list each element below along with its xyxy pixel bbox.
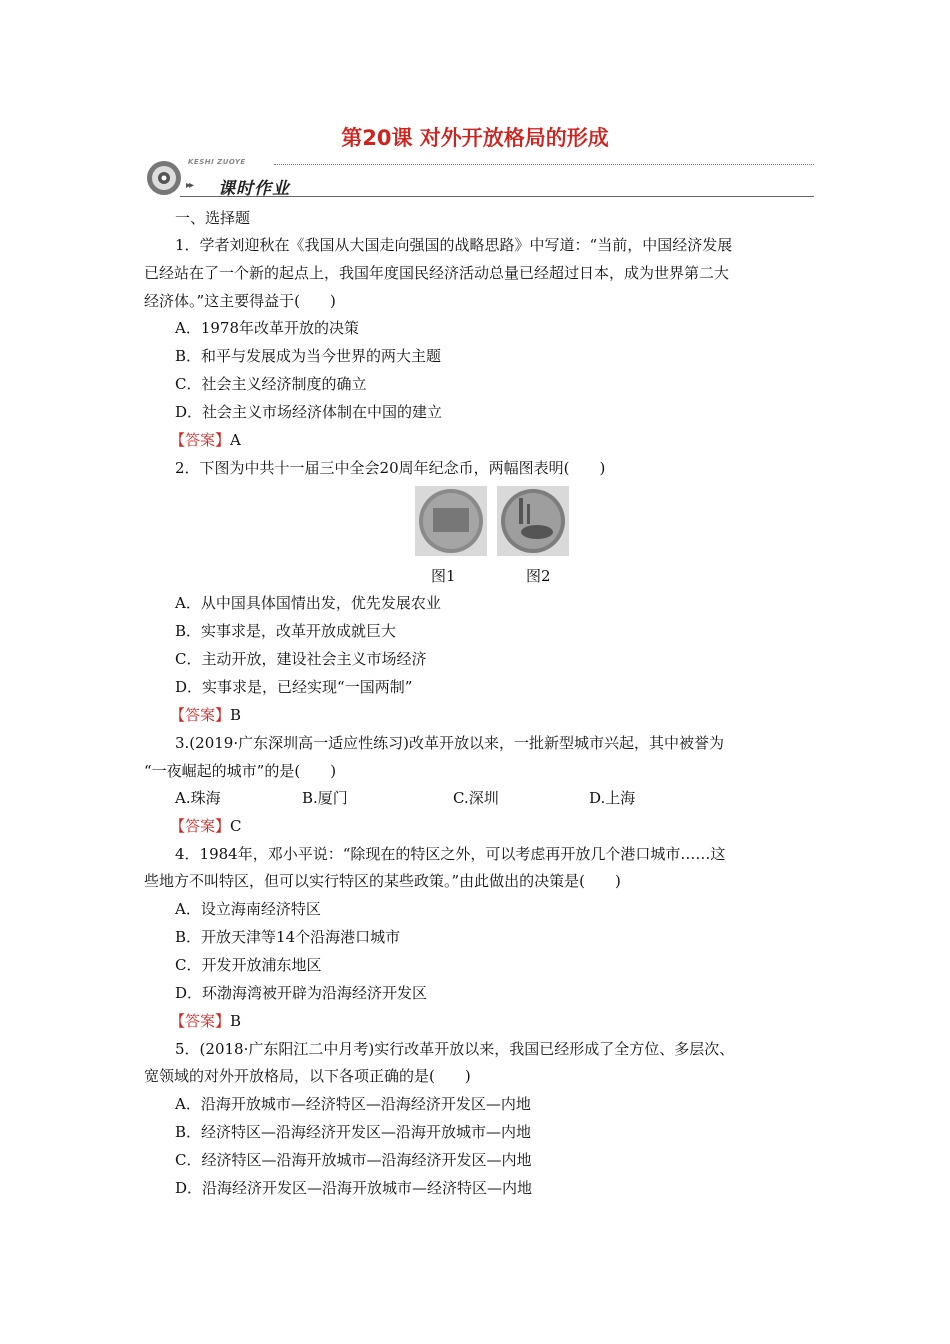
q4-answer-value: B bbox=[230, 1012, 242, 1030]
q2-option-d: D．实事求是，已经实现“一国两制” bbox=[175, 678, 413, 696]
section-banner bbox=[144, 158, 814, 198]
q4-option-a: A．设立海南经济特区 bbox=[175, 900, 321, 918]
q2-option-c: C．主动开放，建设社会主义市场经济 bbox=[175, 650, 427, 668]
coin-figures bbox=[415, 486, 571, 556]
fig1-caption: 图1 bbox=[431, 567, 456, 585]
gear-icon bbox=[144, 158, 188, 198]
q5-option-d: D．沿海经济开发区—沿海开放城市—经济特区—内地 bbox=[175, 1179, 533, 1197]
q3-option-d: D.上海 bbox=[589, 789, 636, 807]
coin-image-1 bbox=[415, 486, 487, 556]
q5-option-b: B．经济特区—沿海经济开发区—沿海开放城市—内地 bbox=[175, 1123, 532, 1141]
answer-tag: 【答案】 bbox=[170, 817, 231, 835]
fig2-caption: 图2 bbox=[526, 567, 551, 585]
q3-answer-value: C bbox=[230, 817, 242, 835]
q1-option-b: B．和平与发展成为当今世界的两大主题 bbox=[175, 347, 442, 365]
q5-line1: 5．(2018·广东阳江二中月考)实行改革开放以来，我国已经形成了全方位、多层次、 bbox=[175, 1040, 735, 1058]
q4-option-c: C．开发开放浦东地区 bbox=[175, 956, 322, 974]
q5-option-c: C．经济特区—沿海开放城市—沿海经济开发区—内地 bbox=[175, 1151, 532, 1169]
q5-option-a: A．沿海开放城市—经济特区—沿海经济开发区—内地 bbox=[175, 1095, 531, 1113]
q3-line2: “一夜崛起的城市”的是( ) bbox=[144, 762, 337, 780]
banner-kicker: KESHI ZUOYE bbox=[188, 158, 246, 166]
q2-option-b: B．实事求是，改革开放成就巨大 bbox=[175, 622, 397, 640]
arrow-icon: ▸▸ bbox=[186, 180, 193, 191]
q3-line1: 3.(2019·广东深圳高一适应性练习)改革开放以来，一批新型城市兴起，其中被誉为 bbox=[175, 734, 724, 752]
q4-option-d: D．环渤海湾被开辟为沿海经济开发区 bbox=[175, 984, 428, 1002]
q1-option-c: C．社会主义经济制度的确立 bbox=[175, 375, 367, 393]
page-title: 第20课 对外开放格局的形成 bbox=[341, 126, 609, 150]
q4-answer bbox=[170, 1011, 241, 1031]
q4-line2: 些地方不叫特区，但可以实行特区的某些政策。”由此做出的决策是( ) bbox=[144, 872, 621, 890]
q2-option-a: A．从中国具体国情出发，优先发展农业 bbox=[175, 594, 441, 612]
q4-line1: 4．1984年，邓小平说：“除现在的特区之外，可以考虑再开放几个港口城市……这 bbox=[175, 845, 726, 863]
banner-label: 课时作业 bbox=[218, 179, 290, 199]
answer-tag: 【答案】 bbox=[170, 431, 231, 449]
q3-option-b: B.厦门 bbox=[302, 789, 348, 807]
q1-line1: 1．学者刘迎秋在《我国从大国走向强国的战略思路》中写道：“当前，中国经济发展 bbox=[175, 236, 733, 254]
q2-line1: 2．下图为中共十一届三中全会20周年纪念币，两幅图表明( ) bbox=[175, 459, 606, 477]
q1-option-d: D．社会主义市场经济体制在中国的建立 bbox=[175, 403, 443, 421]
section-heading: 一、选择题 bbox=[175, 209, 251, 227]
q4-option-b: B．开放天津等14个沿海港口城市 bbox=[175, 928, 401, 946]
q1-line3: 经济体。”这主要得益于( ) bbox=[144, 292, 336, 310]
q2-answer bbox=[170, 705, 241, 725]
answer-tag: 【答案】 bbox=[170, 1012, 231, 1030]
q3-answer bbox=[170, 816, 242, 836]
q3-option-c: C.深圳 bbox=[453, 789, 499, 807]
q1-line2: 已经站在了一个新的起点上，我国年度国民经济活动总量已经超过日本，成为世界第二大 bbox=[144, 264, 730, 282]
answer-tag: 【答案】 bbox=[170, 706, 231, 724]
q1-option-a: A．1978年改革开放的决策 bbox=[175, 319, 360, 337]
q1-answer bbox=[170, 430, 241, 450]
q1-answer-value: A bbox=[230, 431, 241, 449]
q2-answer-value: B bbox=[230, 706, 242, 724]
q3-option-a: A.珠海 bbox=[175, 789, 221, 807]
q5-line2: 宽领域的对外开放格局，以下各项正确的是( ) bbox=[144, 1067, 471, 1085]
coin-image-2 bbox=[497, 486, 569, 556]
